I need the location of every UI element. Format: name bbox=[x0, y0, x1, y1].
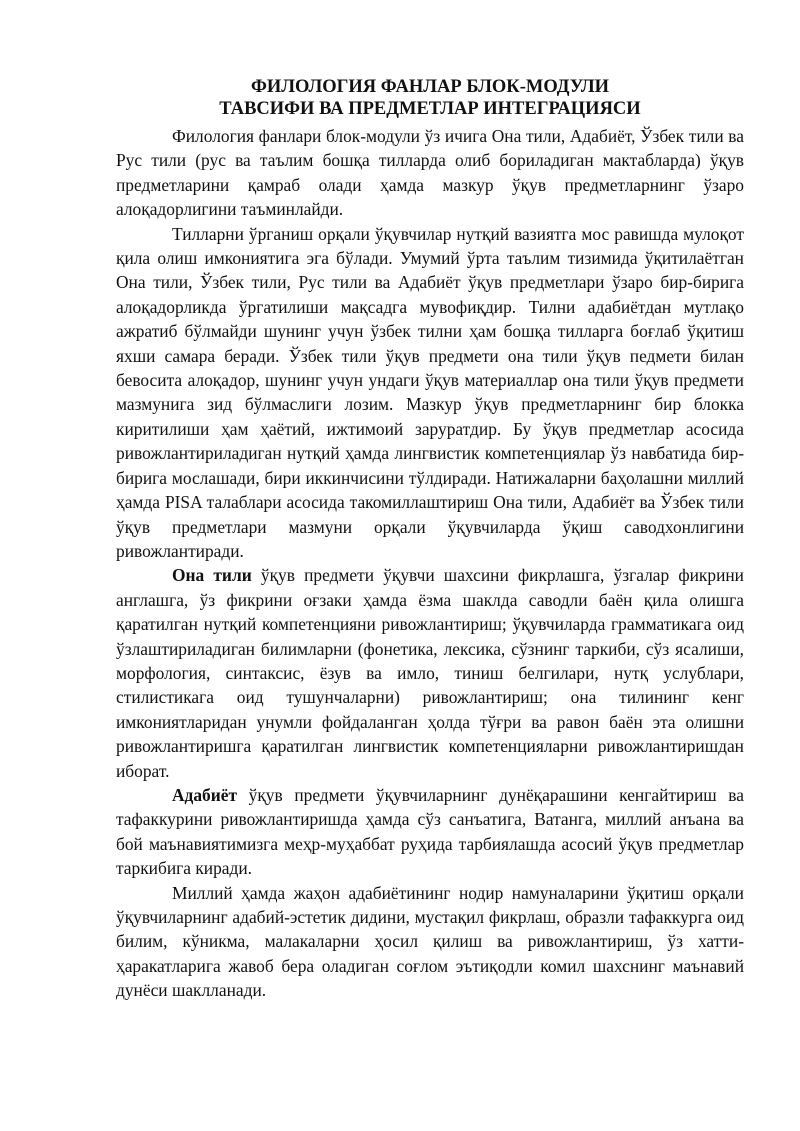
document-title-line-2: ТАВСИФИ ВА ПРЕДМЕТЛАР ИНТЕГРАЦИЯСИ bbox=[219, 99, 641, 119]
paragraph-5 bbox=[116, 881, 744, 1003]
paragraph-4-text: ўқув предмети ўқувчиларнинг дунёқарашини кенгайтириш ва тафаккурини ривожлантиришда ҳамда сўз санъатига, Ватанга, миллий анъана ва бой маънавиятимизга меҳр-муҳаббат руҳида тарбиялашда асосий ўқув предметлар таркибига киради. bbox=[116, 784, 744, 879]
document-title bbox=[116, 76, 744, 120]
paragraph-3-text: ўқув предмети ўқувчи шахсини фикрлашга, ўзгалар фикрини англашга, ўз фикрини оғзаки ҳамда ёзма шаклда саводли баён қила олишга қаратилган нутқий компетенцияни ривожлантириш; ўқувчиларда грамматикага оид ўзлаштириладиган билимларни (фонетика, лексика, сўзнинг таркиби, сўз ясалиши, морфология, синтаксис, ёзув ва имло, тиниш белгилари, нутқ услублари, стилистикага оид тушунчаларни) ривожлантириш; она тилининг кенг имкониятларидан унумли фойдаланган ҳолда тўғри ва равон баён эта олишни ривожлантиришга қаратилган лингвистик компетенцияларни ривожлантиришдан иборат. bbox=[116, 565, 744, 781]
paragraph-3-lead-term: Она тили bbox=[172, 565, 252, 586]
paragraph-1-text: Филология фанлари блок-модули ўз ичига Она тили, Адабиёт, Ўзбек тили ва Рус тили (рус ва таълим бошқа тилларда олиб бориладиган мактабларда) ўқув предметларини қамраб олади ҳамда мазкур ўқув предметларнинг ўзаро алоқадорлигини таъминлайди. bbox=[116, 126, 744, 220]
paragraph-5-text: Миллий ҳамда жаҳон адабиётининг нодир намуналарини ўқитиш орқали ўқувчиларнинг адабий-эстетик дидини, мустақил фикрлаш, образли тафаккурга оид билим, кўникма, малакаларни ҳосил қилиш ва ривожлантириш, ўз хатти-ҳаракатларига жавоб бера оладиган соғлом эътиқодли комил шахснинг маънавий дунёси шаклланади. bbox=[116, 882, 744, 1001]
paragraph-2 bbox=[116, 222, 744, 564]
paragraph-2-text: Тилларни ўрганиш орқали ўқувчилар нутқий вазиятга мос равишда мулоқот қила олиш имкониятига эга бўлади. Умумий ўрта таълим тизимида ўқитилаётган Она тили, Ўзбек тили, Рус тили ва Адабиёт ўқув предметлари ўзаро бир-бирига алоқадорликда ўргатилиши мақсадга мувофиқдир. Тилни адабиётдан мутлақо ажратиб бўлмайди шунинг учун ўзбек тилни ҳам бошқа тилларга боғлаб ўқитиш яхши самара беради. Ўзбек тили ўқув предмети она тили ўқув педмети билан бевосита алоқадор, шунинг учун ундаги ўқув материаллар она тили ўқув предмети мазмунига зид бўлмаслиги лозим. Мазкур ўқув предметларнинг бир блокка киритилиши ҳам ҳаётий, ижтимоий заруратдир. Бу ўқув предметлар асосида ривожлантириладиган нутқий ҳамда лингвистик компетенциялар ўз навбатида бир-бирига мослашади, бири иккинчисини тўлдиради. Натижаларни баҳолашни миллий ҳамда PISA талаблари асосида такомиллаштириш Она тили, Адабиёт ва Ўзбек тили ўқув предметлари мазмуни орқали ўқувчиларда ўқиш саводхонлигини ривожлантиради. bbox=[116, 223, 744, 561]
document-page bbox=[116, 76, 744, 1003]
paragraph-1 bbox=[116, 124, 744, 222]
document-title-line-1: ФИЛОЛОГИЯ ФАНЛАР БЛОК-МОДУЛИ bbox=[250, 77, 610, 97]
paragraph-4-lead-term: Адабиёт bbox=[172, 784, 238, 805]
paragraph-4 bbox=[116, 783, 744, 881]
paragraph-3 bbox=[116, 563, 744, 783]
